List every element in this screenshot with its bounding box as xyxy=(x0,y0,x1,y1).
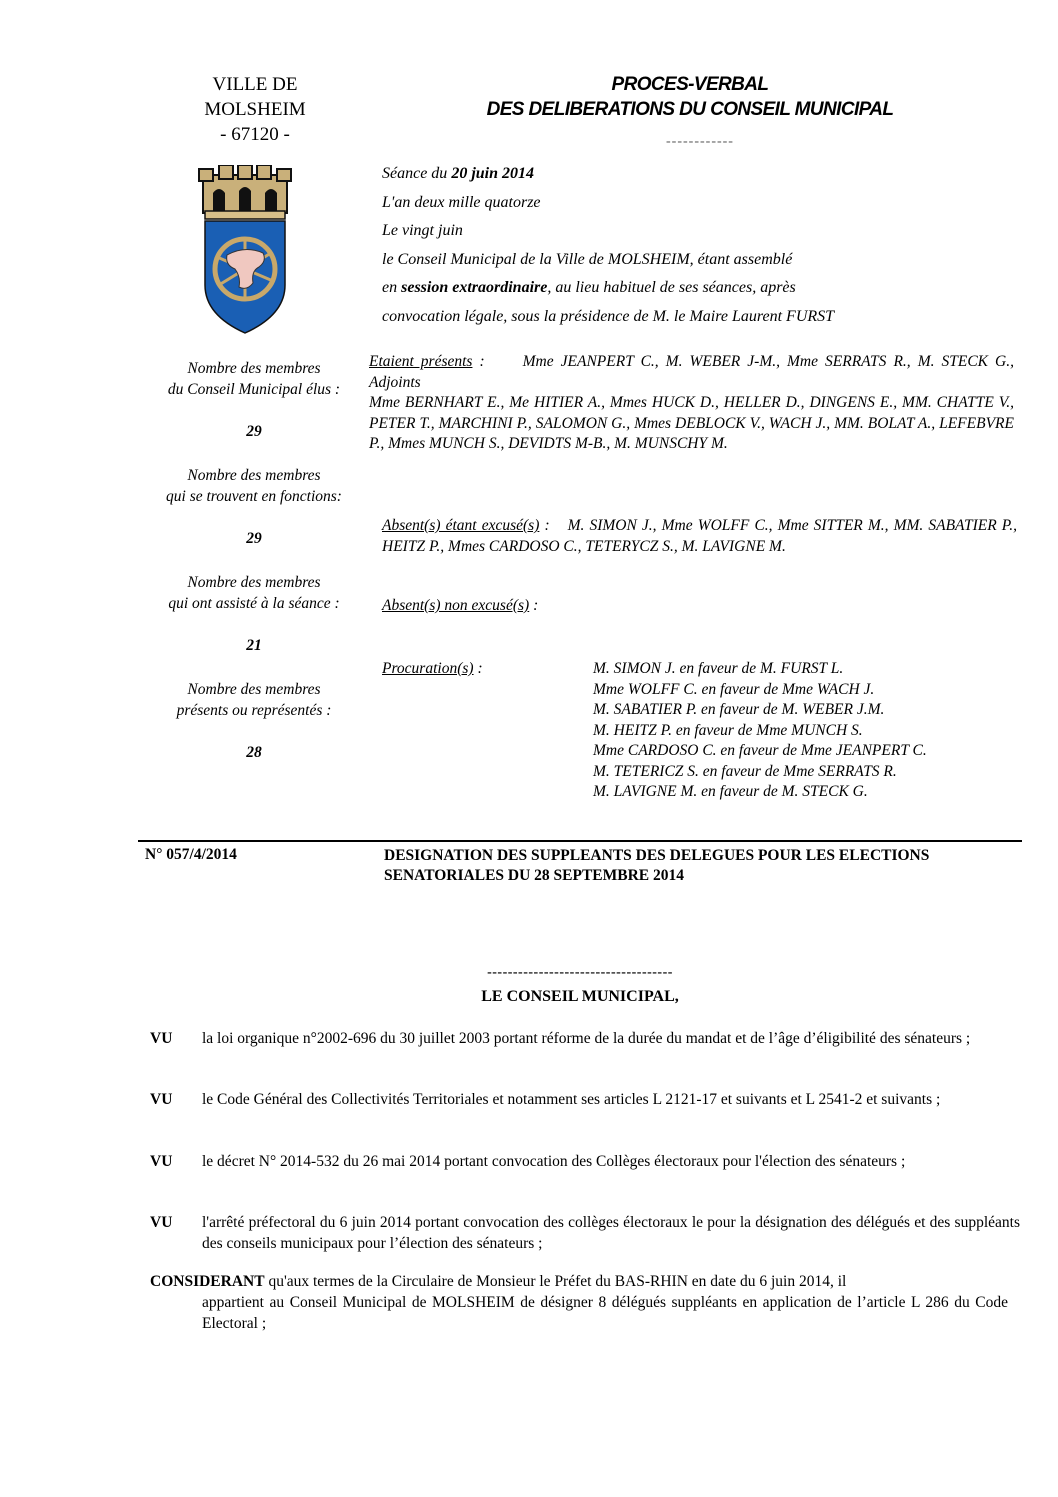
vu-label: VU xyxy=(150,1030,173,1047)
present-members xyxy=(369,352,1014,455)
stat-elected xyxy=(148,358,360,442)
city-line-1: VILLE DE xyxy=(212,74,298,95)
title-line-2: DES DELIBERATIONS DU CONSEIL MUNICIPAL xyxy=(486,99,894,120)
stat-in-office xyxy=(148,465,360,549)
vu-label: VU xyxy=(150,1091,173,1108)
deliberation-title-line-2: SENATORIALES DU 28 SEPTEMBRE 2014 xyxy=(384,867,685,884)
present-councillors-list: Mme BERNHART E., Me HITIER A., Mmes HUCK D., HELLER D., DINGENS E., MM. CHATTE V., PETER T., MARCHINI P., SALOMON G., Mmes DEBLOCK V., WACH J., MM. BOLAT A., LEFEBVRE P., Mmes MUNCH S., DEVIDTS M-B., M. MUNSCHY M. xyxy=(369,394,1014,452)
stat-label: présents ou représentés : xyxy=(176,702,332,719)
stat-value: 29 xyxy=(246,530,262,547)
unexcused-label: Absent(s) non excusé(s) xyxy=(382,597,530,614)
excused-list: M. SIMON J., Mme WOLFF C., Mme SITTER M., MM. SABATIER P., HEITZ P., Mmes CARDOSO C., TETERYCZ S., M. LAVIGNE M. xyxy=(382,517,1017,555)
vu-text: le Code Général des Collectivités Territoriales et notamment ses articles L 2121-17 et suivants et L 2541-2 et suivants ; xyxy=(202,1091,941,1108)
stat-label: Nombre des membres xyxy=(187,360,321,377)
vu-text: le décret N° 2014-532 du 26 mai 2014 portant convocation des Collèges électoraux pour l'élection des sénateurs ; xyxy=(202,1153,906,1170)
unexcused-colon: : xyxy=(529,597,539,614)
vu-item xyxy=(150,1151,1020,1172)
stat-label: Nombre des membres xyxy=(187,574,321,591)
session-type-suffix: , au lieu habituel de ses séances, après xyxy=(547,279,796,296)
session-presidency-line: convocation légale, sous la présidence de M. le Maire Laurent FURST xyxy=(382,307,835,325)
session-date-prefix: Séance du xyxy=(382,165,452,182)
vu-text: la loi organique n°2002-696 du 30 juillet 2003 portant réforme de la durée du mandat et de l’âge d’éligibilité des sénateurs ; xyxy=(202,1030,971,1047)
excused-label: Absent(s) étant excusé(s) xyxy=(382,517,540,534)
council-separator: ------------------------------------ xyxy=(487,965,673,980)
proxies-label: Procuration(s) xyxy=(382,660,474,677)
proxy-item: M. SIMON J. en faveur de M. FURST L. xyxy=(593,660,844,677)
session-type-prefix: en xyxy=(382,279,402,296)
deliberation-title xyxy=(384,846,1024,886)
proxy-item: M. SABATIER P. en faveur de M. WEBER J.M. xyxy=(593,701,885,718)
session-date-line xyxy=(382,160,1022,189)
vu-label: VU xyxy=(150,1214,173,1231)
proxy-item: M. HEITZ P. en faveur de Mme MUNCH S. xyxy=(593,721,863,739)
deliberation-title-line-1: DESIGNATION DES SUPPLEANTS DES DELEGUES POUR LES ELECTIONS xyxy=(384,847,930,864)
present-label: Etaient présents xyxy=(369,353,473,370)
proxy-item: M. TETERICZ S. en faveur de Mme SERRATS R. xyxy=(593,762,897,780)
vu-label: VU xyxy=(150,1153,173,1170)
session-day-line: Le vingt juin xyxy=(382,222,463,239)
stat-value: 21 xyxy=(246,637,262,654)
city-line-2: MOLSHEIM xyxy=(204,99,306,120)
considerant-text-rest: appartient au Conseil Municipal de MOLSHEIM de désigner 8 délégués suppléants en application de l’article L 286 du Code Electoral ; xyxy=(202,1294,1008,1332)
considerant-first-line xyxy=(150,1271,1008,1292)
stat-label: Nombre des membres xyxy=(187,681,321,698)
deliberation-number: N° 057/4/2014 xyxy=(145,846,237,863)
stat-label: du Conseil Municipal élus : xyxy=(167,381,341,398)
present-adjoints-list: Mme JEANPERT C., M. WEBER J-M., Mme SERRATS R., M. STECK G., Adjoints xyxy=(369,353,1014,391)
session-year-line: L'an deux mille quatorze xyxy=(382,193,541,211)
excused-colon: : xyxy=(539,517,550,534)
considerant-label: CONSIDERANT xyxy=(150,1273,265,1290)
considerant-item xyxy=(150,1271,1008,1334)
proxies-list xyxy=(593,659,1013,803)
session-assembly-line: le Conseil Municipal de la Ville de MOLSHEIM, étant assemblé xyxy=(382,250,793,268)
vu-item xyxy=(150,1028,1020,1049)
stat-label: qui ont assisté à la séance : xyxy=(168,595,340,612)
stat-attended xyxy=(148,572,360,656)
considerant-text-first: qu'aux termes de la Circulaire de Monsieur le Préfet du BAS-RHIN en date du 6 juin 2014, il xyxy=(264,1273,847,1290)
unexcused-members xyxy=(382,597,538,615)
council-heading: LE CONSEIL MUNICIPAL, xyxy=(481,988,679,1005)
city-line-3: - 67120 - xyxy=(220,124,290,145)
title-line-1: PROCES-VERBAL xyxy=(611,74,769,95)
present-adjoints xyxy=(369,352,1014,393)
session-type: session extraordinaire xyxy=(401,279,548,296)
vu-item xyxy=(150,1089,1020,1110)
stat-label: Nombre des membres xyxy=(187,467,321,484)
present-colon: : xyxy=(472,353,485,370)
stat-label: qui se trouvent en fonctions: xyxy=(166,488,342,505)
title-separator: ------------ xyxy=(666,134,734,149)
molsheim-coat-of-arms-icon xyxy=(195,165,295,335)
session-date: 20 juin 2014 xyxy=(451,165,534,182)
document-title xyxy=(380,72,1000,122)
proxies-colon: : xyxy=(473,660,483,677)
proxies-heading xyxy=(382,660,483,678)
session-type-line xyxy=(382,274,1022,303)
proxy-item: Mme CARDOSO C. en faveur de Mme JEANPERT C. xyxy=(593,742,927,759)
stat-value: 29 xyxy=(246,423,262,440)
stat-value: 28 xyxy=(246,744,262,761)
section-divider xyxy=(138,840,1022,842)
session-info xyxy=(382,160,1022,331)
vu-item xyxy=(150,1212,1020,1254)
proxy-item: M. LAVIGNE M. en faveur de M. STECK G. xyxy=(593,783,868,800)
vu-text: l'arrêté préfectoral du 6 juin 2014 portant convocation des collèges électoraux le pour la désignation des délégués et des suppléants des conseils municipaux pour l’élection des sénateurs ; xyxy=(202,1214,1020,1252)
stat-present-represented xyxy=(148,679,360,763)
city-header xyxy=(150,72,360,147)
excused-members xyxy=(382,516,1017,557)
proxy-item: Mme WOLFF C. en faveur de Mme WACH J. xyxy=(593,680,875,698)
